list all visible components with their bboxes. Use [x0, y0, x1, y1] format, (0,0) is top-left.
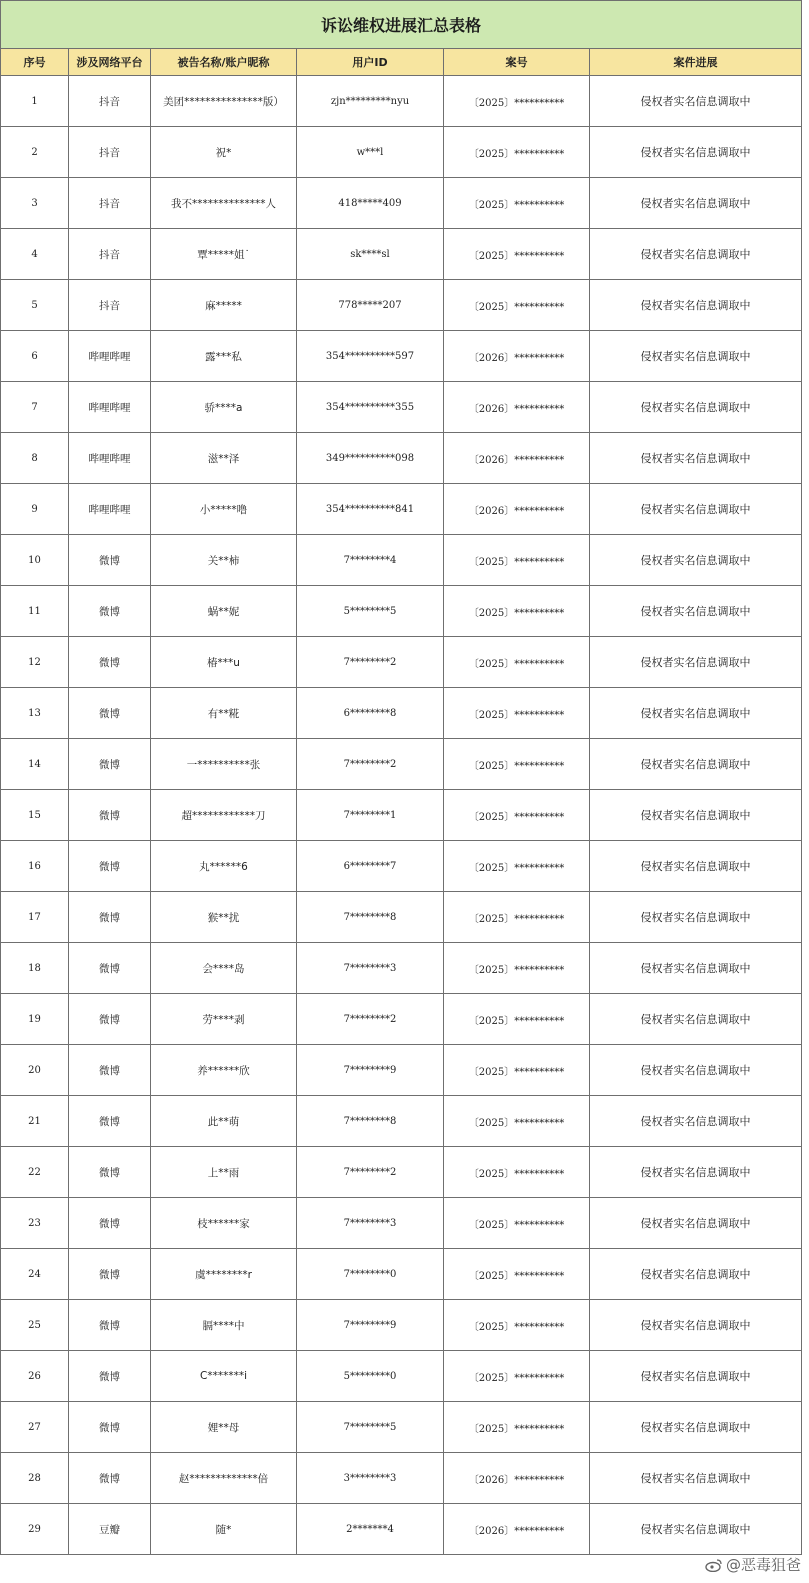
cell-defendant: 关**柿	[151, 535, 297, 586]
cell-user-id: 7********3	[297, 1198, 444, 1249]
table-row	[1, 739, 802, 790]
cell-serial: 10	[1, 535, 69, 586]
cell-user-id: 7********2	[297, 637, 444, 688]
cell-case-number: 〔2025〕**********	[444, 1249, 590, 1300]
table-row	[1, 994, 802, 1045]
cell-defendant: 超************刀	[151, 790, 297, 841]
cell-defendant: 有**糀	[151, 688, 297, 739]
cell-case-number: 〔2026〕**********	[444, 1453, 590, 1504]
watermark	[705, 1554, 801, 1575]
cell-serial: 24	[1, 1249, 69, 1300]
cell-user-id: 7********2	[297, 994, 444, 1045]
cell-case-number: 〔2025〕**********	[444, 586, 590, 637]
cell-case-progress: 侵权者实名信息调取中	[590, 178, 802, 229]
cell-platform: 微博	[69, 1402, 151, 1453]
table-row	[1, 586, 802, 637]
weibo-icon	[705, 1558, 723, 1572]
cell-case-number: 〔2026〕**********	[444, 382, 590, 433]
cell-serial: 15	[1, 790, 69, 841]
header-defendant: 被告名称/账户昵称	[151, 49, 297, 76]
table-row	[1, 127, 802, 178]
header-platform: 涉及网络平台	[69, 49, 151, 76]
cell-case-progress: 侵权者实名信息调取中	[590, 790, 802, 841]
cell-platform: 微博	[69, 1198, 151, 1249]
cell-defendant: 小*****噜	[151, 484, 297, 535]
cell-serial: 29	[1, 1504, 69, 1555]
cell-user-id: 6********8	[297, 688, 444, 739]
cell-defendant: 上**雨	[151, 1147, 297, 1198]
cell-platform: 微博	[69, 1096, 151, 1147]
cell-user-id: 3********3	[297, 1453, 444, 1504]
cell-case-progress: 侵权者实名信息调取中	[590, 1249, 802, 1300]
cell-user-id: 5********0	[297, 1351, 444, 1402]
cell-case-number: 〔2025〕**********	[444, 637, 590, 688]
cell-case-number: 〔2026〕**********	[444, 433, 590, 484]
cell-case-progress: 侵权者实名信息调取中	[590, 739, 802, 790]
table-row	[1, 1249, 802, 1300]
cell-case-progress: 侵权者实名信息调取中	[590, 1351, 802, 1402]
cell-serial: 26	[1, 1351, 69, 1402]
cell-serial: 1	[1, 76, 69, 127]
cell-platform: 微博	[69, 943, 151, 994]
table-row	[1, 433, 802, 484]
cell-case-progress: 侵权者实名信息调取中	[590, 1198, 802, 1249]
cell-platform: 哔哩哔哩	[69, 331, 151, 382]
cell-platform: 微博	[69, 535, 151, 586]
table-row	[1, 1147, 802, 1198]
cell-case-number: 〔2025〕**********	[444, 535, 590, 586]
cell-case-number: 〔2025〕**********	[444, 1096, 590, 1147]
cell-user-id: 6********7	[297, 841, 444, 892]
cell-defendant: 一**********张	[151, 739, 297, 790]
cell-case-number: 〔2025〕**********	[444, 994, 590, 1045]
cell-defendant: 虞********r	[151, 1249, 297, 1300]
cell-case-progress: 侵权者实名信息调取中	[590, 1147, 802, 1198]
cell-case-number: 〔2025〕**********	[444, 892, 590, 943]
cell-user-id: w***l	[297, 127, 444, 178]
cell-case-progress: 侵权者实名信息调取中	[590, 1096, 802, 1147]
cell-defendant: 养******欣	[151, 1045, 297, 1096]
cell-serial: 3	[1, 178, 69, 229]
cell-defendant: 猴**扰	[151, 892, 297, 943]
cell-case-progress: 侵权者实名信息调取中	[590, 1453, 802, 1504]
cell-case-progress: 侵权者实名信息调取中	[590, 841, 802, 892]
table-row	[1, 484, 802, 535]
cell-case-number: 〔2025〕**********	[444, 739, 590, 790]
cell-user-id: 7********8	[297, 1096, 444, 1147]
table-row	[1, 535, 802, 586]
cell-case-number: 〔2025〕**********	[444, 280, 590, 331]
table-row	[1, 178, 802, 229]
cell-serial: 18	[1, 943, 69, 994]
cell-defendant: 覃*****姐˙	[151, 229, 297, 280]
header-serial: 序号	[1, 49, 69, 76]
cell-defendant: 我不**************人	[151, 178, 297, 229]
cell-serial: 27	[1, 1402, 69, 1453]
cell-serial: 14	[1, 739, 69, 790]
cell-case-progress: 侵权者实名信息调取中	[590, 637, 802, 688]
table-row	[1, 280, 802, 331]
cell-defendant: 劳****剥	[151, 994, 297, 1045]
cell-platform: 微博	[69, 1300, 151, 1351]
cell-serial: 19	[1, 994, 69, 1045]
cell-defendant: 骄****a	[151, 382, 297, 433]
header-case-progress: 案件进展	[590, 49, 802, 76]
cell-case-progress: 侵权者实名信息调取中	[590, 484, 802, 535]
cell-defendant: 随*	[151, 1504, 297, 1555]
cell-platform: 微博	[69, 841, 151, 892]
cell-defendant: 娌**母	[151, 1402, 297, 1453]
cell-serial: 21	[1, 1096, 69, 1147]
cell-case-progress: 侵权者实名信息调取中	[590, 331, 802, 382]
cell-defendant: 椿***u	[151, 637, 297, 688]
table-row	[1, 1096, 802, 1147]
cell-user-id: zjn*********nyu	[297, 76, 444, 127]
table-row	[1, 1504, 802, 1555]
cell-case-progress: 侵权者实名信息调取中	[590, 433, 802, 484]
cell-case-number: 〔2026〕**********	[444, 484, 590, 535]
cell-platform: 豆瓣	[69, 1504, 151, 1555]
table-row	[1, 637, 802, 688]
cell-defendant: 祝*	[151, 127, 297, 178]
cell-user-id: 7********3	[297, 943, 444, 994]
cell-platform: 微博	[69, 1351, 151, 1402]
cell-case-number: 〔2025〕**********	[444, 688, 590, 739]
table-row	[1, 331, 802, 382]
cell-case-number: 〔2025〕**********	[444, 76, 590, 127]
table-row	[1, 76, 802, 127]
cell-user-id: 349**********098	[297, 433, 444, 484]
cell-defendant: 滋**泽	[151, 433, 297, 484]
cell-defendant: 蜗**妮	[151, 586, 297, 637]
cell-user-id: 7********4	[297, 535, 444, 586]
cell-serial: 22	[1, 1147, 69, 1198]
cell-platform: 微博	[69, 739, 151, 790]
cell-serial: 11	[1, 586, 69, 637]
cell-case-number: 〔2025〕**********	[444, 1351, 590, 1402]
cell-serial: 8	[1, 433, 69, 484]
cell-platform: 哔哩哔哩	[69, 484, 151, 535]
cell-user-id: 7********9	[297, 1045, 444, 1096]
cell-platform: 抖音	[69, 229, 151, 280]
cell-case-progress: 侵权者实名信息调取中	[590, 994, 802, 1045]
cell-platform: 微博	[69, 1453, 151, 1504]
cell-platform: 微博	[69, 1249, 151, 1300]
cell-case-number: 〔2025〕**********	[444, 943, 590, 994]
cell-platform: 微博	[69, 586, 151, 637]
cell-case-progress: 侵权者实名信息调取中	[590, 1300, 802, 1351]
table-row	[1, 943, 802, 994]
header-row	[1, 49, 802, 76]
cell-case-number: 〔2025〕**********	[444, 1045, 590, 1096]
cell-case-number: 〔2025〕**********	[444, 1402, 590, 1453]
cell-case-progress: 侵权者实名信息调取中	[590, 280, 802, 331]
table-row	[1, 382, 802, 433]
cell-user-id: 7********5	[297, 1402, 444, 1453]
table-row	[1, 892, 802, 943]
cell-case-progress: 侵权者实名信息调取中	[590, 535, 802, 586]
cell-user-id: 7********0	[297, 1249, 444, 1300]
cell-defendant: 露***私	[151, 331, 297, 382]
cell-case-number: 〔2025〕**********	[444, 1300, 590, 1351]
table-title: 诉讼维权进展汇总表格	[1, 1, 802, 49]
cell-case-progress: 侵权者实名信息调取中	[590, 892, 802, 943]
cell-platform: 哔哩哔哩	[69, 382, 151, 433]
cell-case-progress: 侵权者实名信息调取中	[590, 943, 802, 994]
cell-defendant: 此**萌	[151, 1096, 297, 1147]
cell-serial: 13	[1, 688, 69, 739]
cell-case-number: 〔2026〕**********	[444, 1504, 590, 1555]
cell-user-id: sk****sl	[297, 229, 444, 280]
cell-case-progress: 侵权者实名信息调取中	[590, 1402, 802, 1453]
cell-serial: 16	[1, 841, 69, 892]
cell-case-progress: 侵权者实名信息调取中	[590, 1504, 802, 1555]
cell-case-progress: 侵权者实名信息调取中	[590, 76, 802, 127]
cell-serial: 17	[1, 892, 69, 943]
cell-case-number: 〔2026〕**********	[444, 331, 590, 382]
cell-defendant: 枝******家	[151, 1198, 297, 1249]
watermark-text: @恶毒狙爸	[725, 1556, 801, 1574]
cell-serial: 25	[1, 1300, 69, 1351]
table-row	[1, 841, 802, 892]
cell-serial: 2	[1, 127, 69, 178]
cell-platform: 微博	[69, 790, 151, 841]
cell-serial: 7	[1, 382, 69, 433]
cell-platform: 微博	[69, 688, 151, 739]
table-row	[1, 1045, 802, 1096]
cell-platform: 抖音	[69, 76, 151, 127]
cell-platform: 微博	[69, 1045, 151, 1096]
cell-case-progress: 侵权者实名信息调取中	[590, 127, 802, 178]
table-row	[1, 1402, 802, 1453]
cell-case-number: 〔2025〕**********	[444, 229, 590, 280]
cell-defendant: 膈****中	[151, 1300, 297, 1351]
cell-case-number: 〔2025〕**********	[444, 1147, 590, 1198]
cell-defendant: 麻*****	[151, 280, 297, 331]
cell-defendant: 丸******6	[151, 841, 297, 892]
cell-serial: 23	[1, 1198, 69, 1249]
cell-user-id: 7********1	[297, 790, 444, 841]
cell-platform: 哔哩哔哩	[69, 433, 151, 484]
cell-case-number: 〔2025〕**********	[444, 790, 590, 841]
cell-case-progress: 侵权者实名信息调取中	[590, 229, 802, 280]
cell-platform: 微博	[69, 637, 151, 688]
table-row	[1, 1198, 802, 1249]
cell-case-progress: 侵权者实名信息调取中	[590, 1045, 802, 1096]
cell-case-progress: 侵权者实名信息调取中	[590, 382, 802, 433]
cell-defendant: 美团***************版）	[151, 76, 297, 127]
cell-case-progress: 侵权者实名信息调取中	[590, 586, 802, 637]
cell-platform: 微博	[69, 994, 151, 1045]
header-case-number: 案号	[444, 49, 590, 76]
cell-defendant: 赵*************倍	[151, 1453, 297, 1504]
cell-serial: 4	[1, 229, 69, 280]
cell-serial: 6	[1, 331, 69, 382]
cell-platform: 抖音	[69, 280, 151, 331]
cell-user-id: 7********2	[297, 1147, 444, 1198]
cell-case-number: 〔2025〕**********	[444, 841, 590, 892]
table-row	[1, 229, 802, 280]
cell-platform: 微博	[69, 892, 151, 943]
header-user-id: 用户ID	[297, 49, 444, 76]
cell-case-number: 〔2025〕**********	[444, 1198, 590, 1249]
cell-platform: 抖音	[69, 178, 151, 229]
cell-defendant: 会****岛	[151, 943, 297, 994]
cell-user-id: 778*****207	[297, 280, 444, 331]
cell-platform: 微博	[69, 1147, 151, 1198]
cell-serial: 20	[1, 1045, 69, 1096]
table-row	[1, 1453, 802, 1504]
table-row	[1, 1300, 802, 1351]
table-row	[1, 790, 802, 841]
cell-case-number: 〔2025〕**********	[444, 178, 590, 229]
cell-user-id: 7********9	[297, 1300, 444, 1351]
cell-platform: 抖音	[69, 127, 151, 178]
cell-case-progress: 侵权者实名信息调取中	[590, 688, 802, 739]
cell-user-id: 2*******4	[297, 1504, 444, 1555]
cell-defendant: C*******i	[151, 1351, 297, 1402]
cell-user-id: 354**********355	[297, 382, 444, 433]
cell-user-id: 418*****409	[297, 178, 444, 229]
cell-case-number: 〔2025〕**********	[444, 127, 590, 178]
cell-serial: 12	[1, 637, 69, 688]
cell-user-id: 5********5	[297, 586, 444, 637]
cell-serial: 9	[1, 484, 69, 535]
cell-user-id: 354**********597	[297, 331, 444, 382]
cell-user-id: 7********2	[297, 739, 444, 790]
table-row	[1, 1351, 802, 1402]
cell-serial: 5	[1, 280, 69, 331]
table-row	[1, 688, 802, 739]
cell-serial: 28	[1, 1453, 69, 1504]
cell-user-id: 7********8	[297, 892, 444, 943]
cell-user-id: 354**********841	[297, 484, 444, 535]
